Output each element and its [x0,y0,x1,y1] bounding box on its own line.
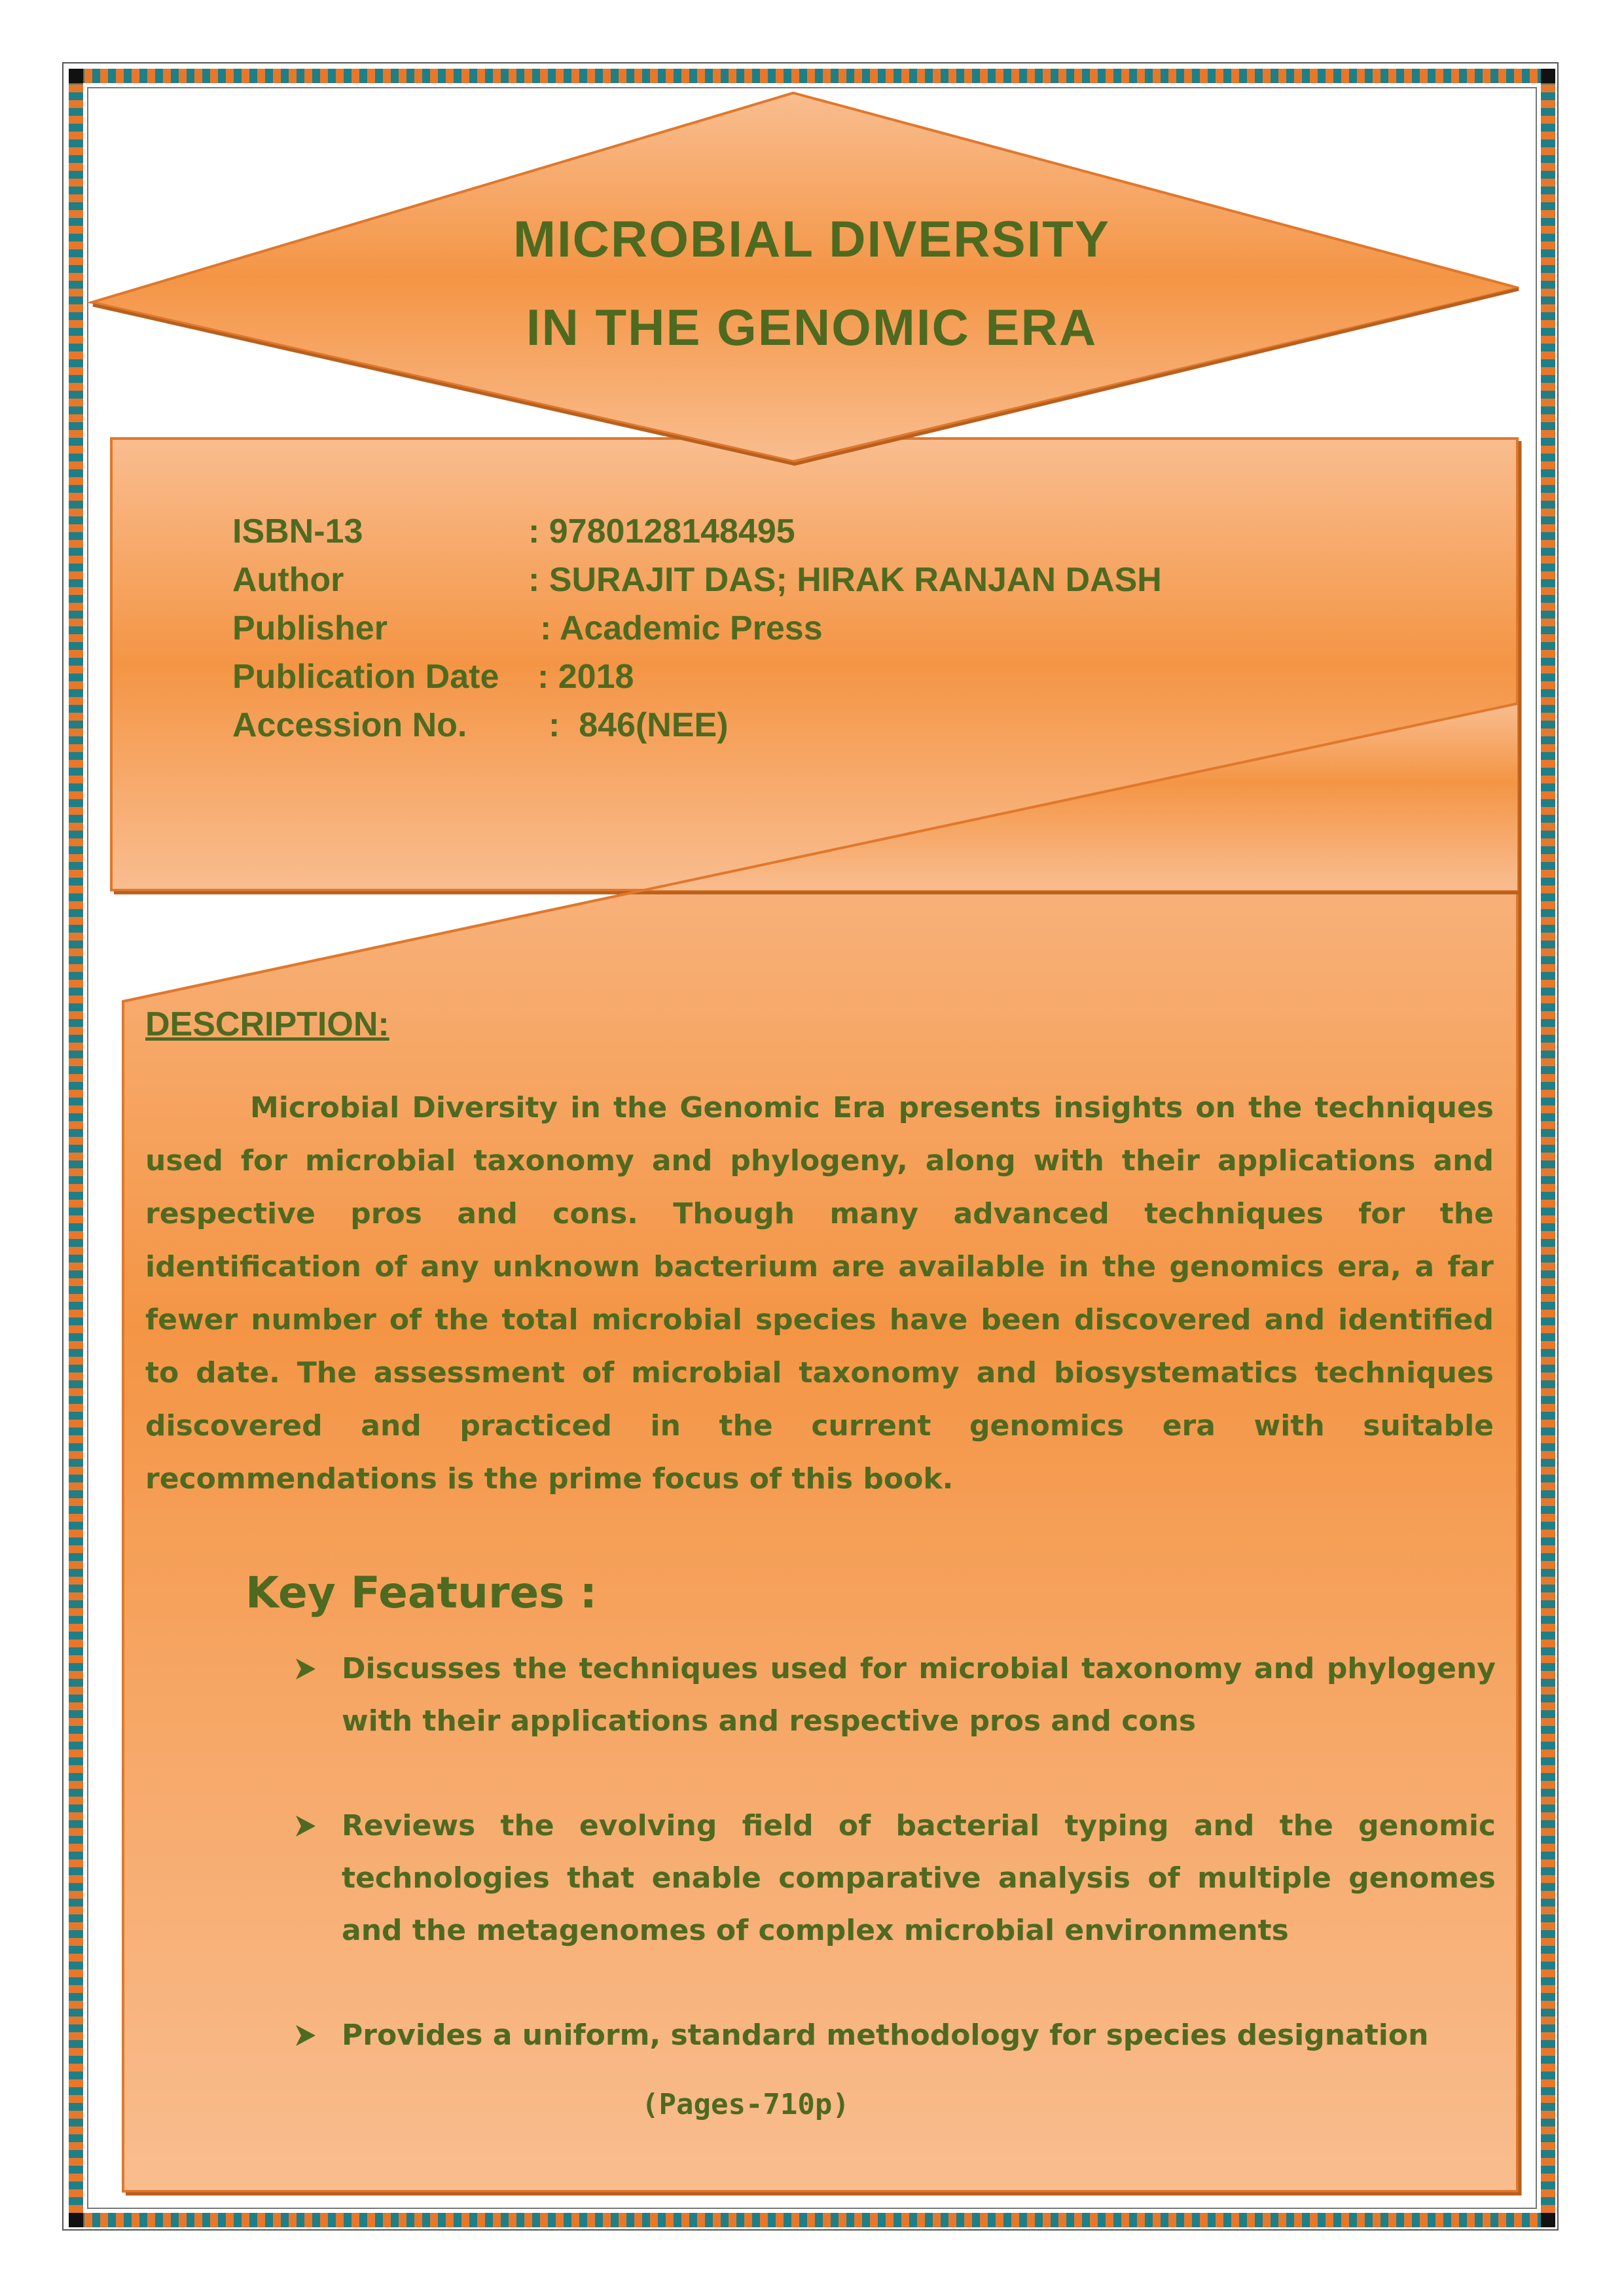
key-features-list [281,1643,1496,2062]
meta-accession [232,701,1476,749]
list-item [281,1800,1496,1957]
list-item [281,1643,1496,1748]
pages-note: (Pages-710p) [641,2088,850,2121]
meta-label: Author [232,561,344,599]
meta-value: : 2018 [537,658,634,696]
meta-value: : 9780128148495 [528,512,795,550]
meta-value: : SURAJIT DAS; HIRAK RANJAN DASH [528,561,1162,599]
key-features-heading: Key Features : [245,1568,597,1618]
meta-author [232,556,1476,604]
meta-label: Publisher [232,609,388,647]
title-line-1: MICROBIAL DIVERSITY [513,210,1110,268]
meta-label: Publication Date [232,658,499,696]
book-metadata [232,507,1476,749]
list-item [281,2009,1496,2062]
title-line-2: IN THE GENOMIC ERA [526,298,1098,356]
meta-publisher [232,604,1476,653]
meta-label: ISBN-13 [232,512,363,550]
arrowhead-bullet-icon [293,1657,317,1681]
meta-isbn [232,507,1476,556]
description-body: Microbial Diversity in the Genomic Era presents insights on the techniques used for microbial taxonomy and phylogeny, along with their applications and respective pros and cons. Though many advanced techniques for the identification of any unknown bacterium are available in the genomics era, a far fewer number of the total microbial species have been discovered and identified to date. The assessment of microbial taxonomy and biosystematics techniques discovered and practiced in the current genomics era with suitable recommendations is the prime focus of this book. [145,1091,1494,1496]
meta-label: Accession No. [232,706,467,744]
meta-value: : 846(NEE) [549,706,729,744]
key-feature-text: Reviews the evolving field of bacterial typing and the genomic technologies that enable comparative analysis of multiple genomes and the metagenomes of complex microbial environments [342,1809,1496,1947]
key-feature-text: Discusses the techniques used for microbial taxonomy and phylogeny with their applications and respective pros and cons [342,1652,1496,1738]
meta-publication-date [232,653,1476,701]
meta-value: : Academic Press [540,609,823,647]
key-feature-text: Provides a uniform, standard methodology for species designation [342,2018,1429,2052]
description-heading: DESCRIPTION: [145,1005,389,1043]
arrowhead-bullet-icon [293,1814,317,1838]
arrowhead-bullet-icon [293,2024,317,2047]
title-banner [92,93,1519,461]
